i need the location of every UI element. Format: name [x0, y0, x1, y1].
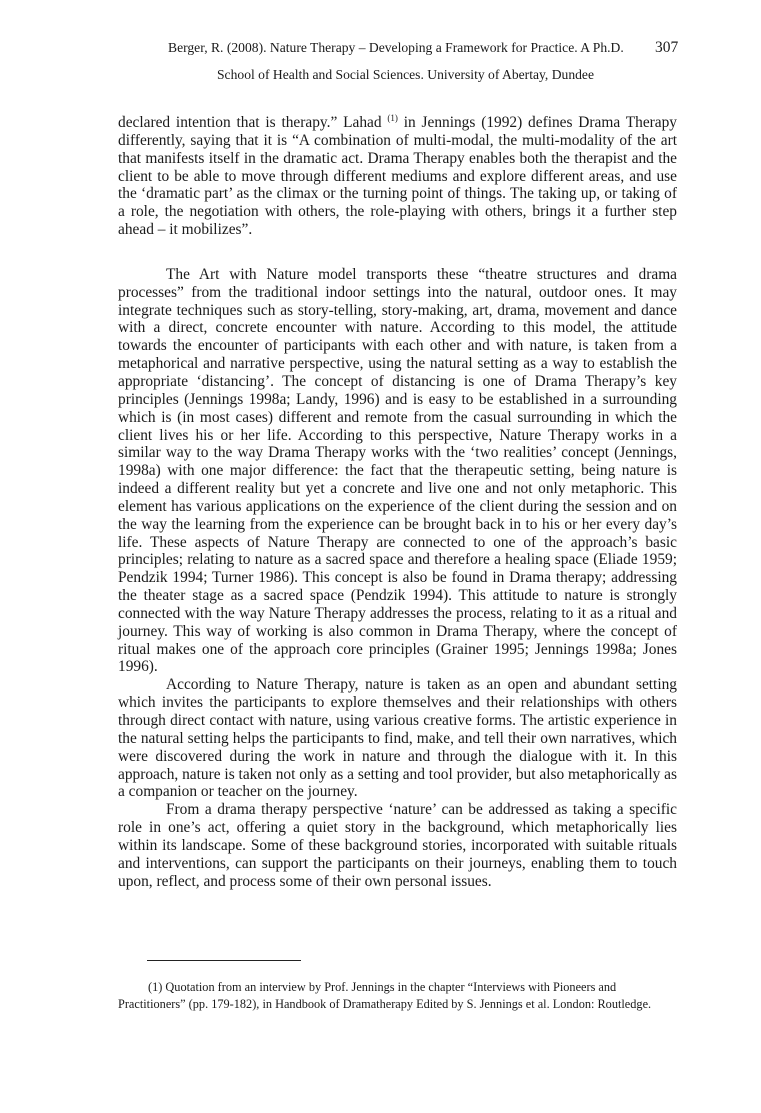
paragraph-1-start: declared intention that is therapy.” Lahad	[118, 114, 388, 131]
paragraph-1-rest: in Jennings (1992) defines Drama Therapy differently, saying that it is “A combination of multi-modal, the multi-modality of the art that manifests itself in the dramatic act. Drama Therapy enables both the therapist and the client to be able to move through different mediums and explore different areas, and use the ‘dramatic part’ as the climax or the turning point of things. The taking up, or taking of a role, the negotiation with others, the role-playing with others, brings it a further step ahead – it mobilizes”.	[118, 114, 677, 239]
page-number: 307	[655, 39, 679, 56]
footnote-divider	[147, 960, 301, 961]
paragraph-gap	[118, 239, 677, 266]
body-text	[118, 114, 677, 890]
footnote	[118, 979, 663, 1013]
paragraph-4: From a drama therapy perspective ‘nature’ can be addressed as taking a specific role in one’s act, offering a quiet story in the background, which metaphorically lies within its landscape. Some of these background stories, incorporated with suitable rituals and interventions, can support the participants on their journeys, enabling them to touch upon, reflect, and process some of their own personal issues.	[118, 801, 677, 890]
footnote-reference: (1)	[387, 113, 398, 123]
paragraph-3: According to Nature Therapy, nature is taken as an open and abundant setting which invites the participants to explore themselves and their relationships with others through direct contact with nature, using various creative forms. The artistic experience in the natural setting helps the participants to find, make, and tell their own narratives, which were discovered during the work in nature and through the dialogue with it. In this approach, nature is taken not only as a setting and tool provider, but also metaphorically as a companion or teacher on the journey.	[118, 676, 677, 801]
footnote-text: (1) Quotation from an interview by Prof. Jennings in the chapter “Interviews with Pioneers and Practitioners” (pp. 179-182), in Handbook of Dramatherapy Edited by S. Jennings et al. London: Routledge.	[118, 980, 652, 1011]
header-citation: Berger, R. (2008). Nature Therapy – Developing a Framework for Practice. A Ph.D.	[168, 40, 624, 55]
paragraph-1	[118, 114, 677, 239]
header-institution: School of Health and Social Sciences. University of Abertay, Dundee	[217, 67, 595, 82]
paragraph-2: The Art with Nature model transports these “theatre structures and drama processes” from the traditional indoor settings into the natural, outdoor ones. It may integrate techniques such as story-telling, story-making, art, drama, movement and dance with a direct, concrete encounter with nature. According to this model, the attitude towards the encounter of participants with each other and with nature, is taken from a metaphorical and narrative perspective, using the natural setting as a way to establish the appropriate ‘distancing’. The concept of distancing is one of Drama Therapy’s key principles (Jennings 1998a; Landy, 1996) and is easy to be established in a surrounding which is (in most cases) different and remote from the casual surrounding in which the client lives his or her life. According to this perspective, Nature Therapy works in a similar way to the way Drama Therapy works with the ‘two realities’ concept (Jennings, 1998a) with one major difference: the fact that the therapeutic setting, being nature is indeed a different reality but yet a concrete and live one and not only metaphoric. This element has various applications on the experience of the client during the session and on the way the learning from the experience can be brought back in to his or her every day’s life. These aspects of Nature Therapy are connected to one of the approach’s basic principles; relating to nature as a sacred space and therefore a healing space (Eliade 1959; Pendzik 1994; Turner 1986). This concept is also be found in Drama therapy; addressing the theater stage as a sacred space (Pendzik 1994). This attitude to nature is strongly connected with the way Nature Therapy addresses the process, relating to it as a ritual and journey. This way of working is also common in Drama Therapy, where the concept of ritual makes one of the approach core principles (Grainer 1995; Jennings 1998a; Jones 1996).	[118, 265, 677, 676]
